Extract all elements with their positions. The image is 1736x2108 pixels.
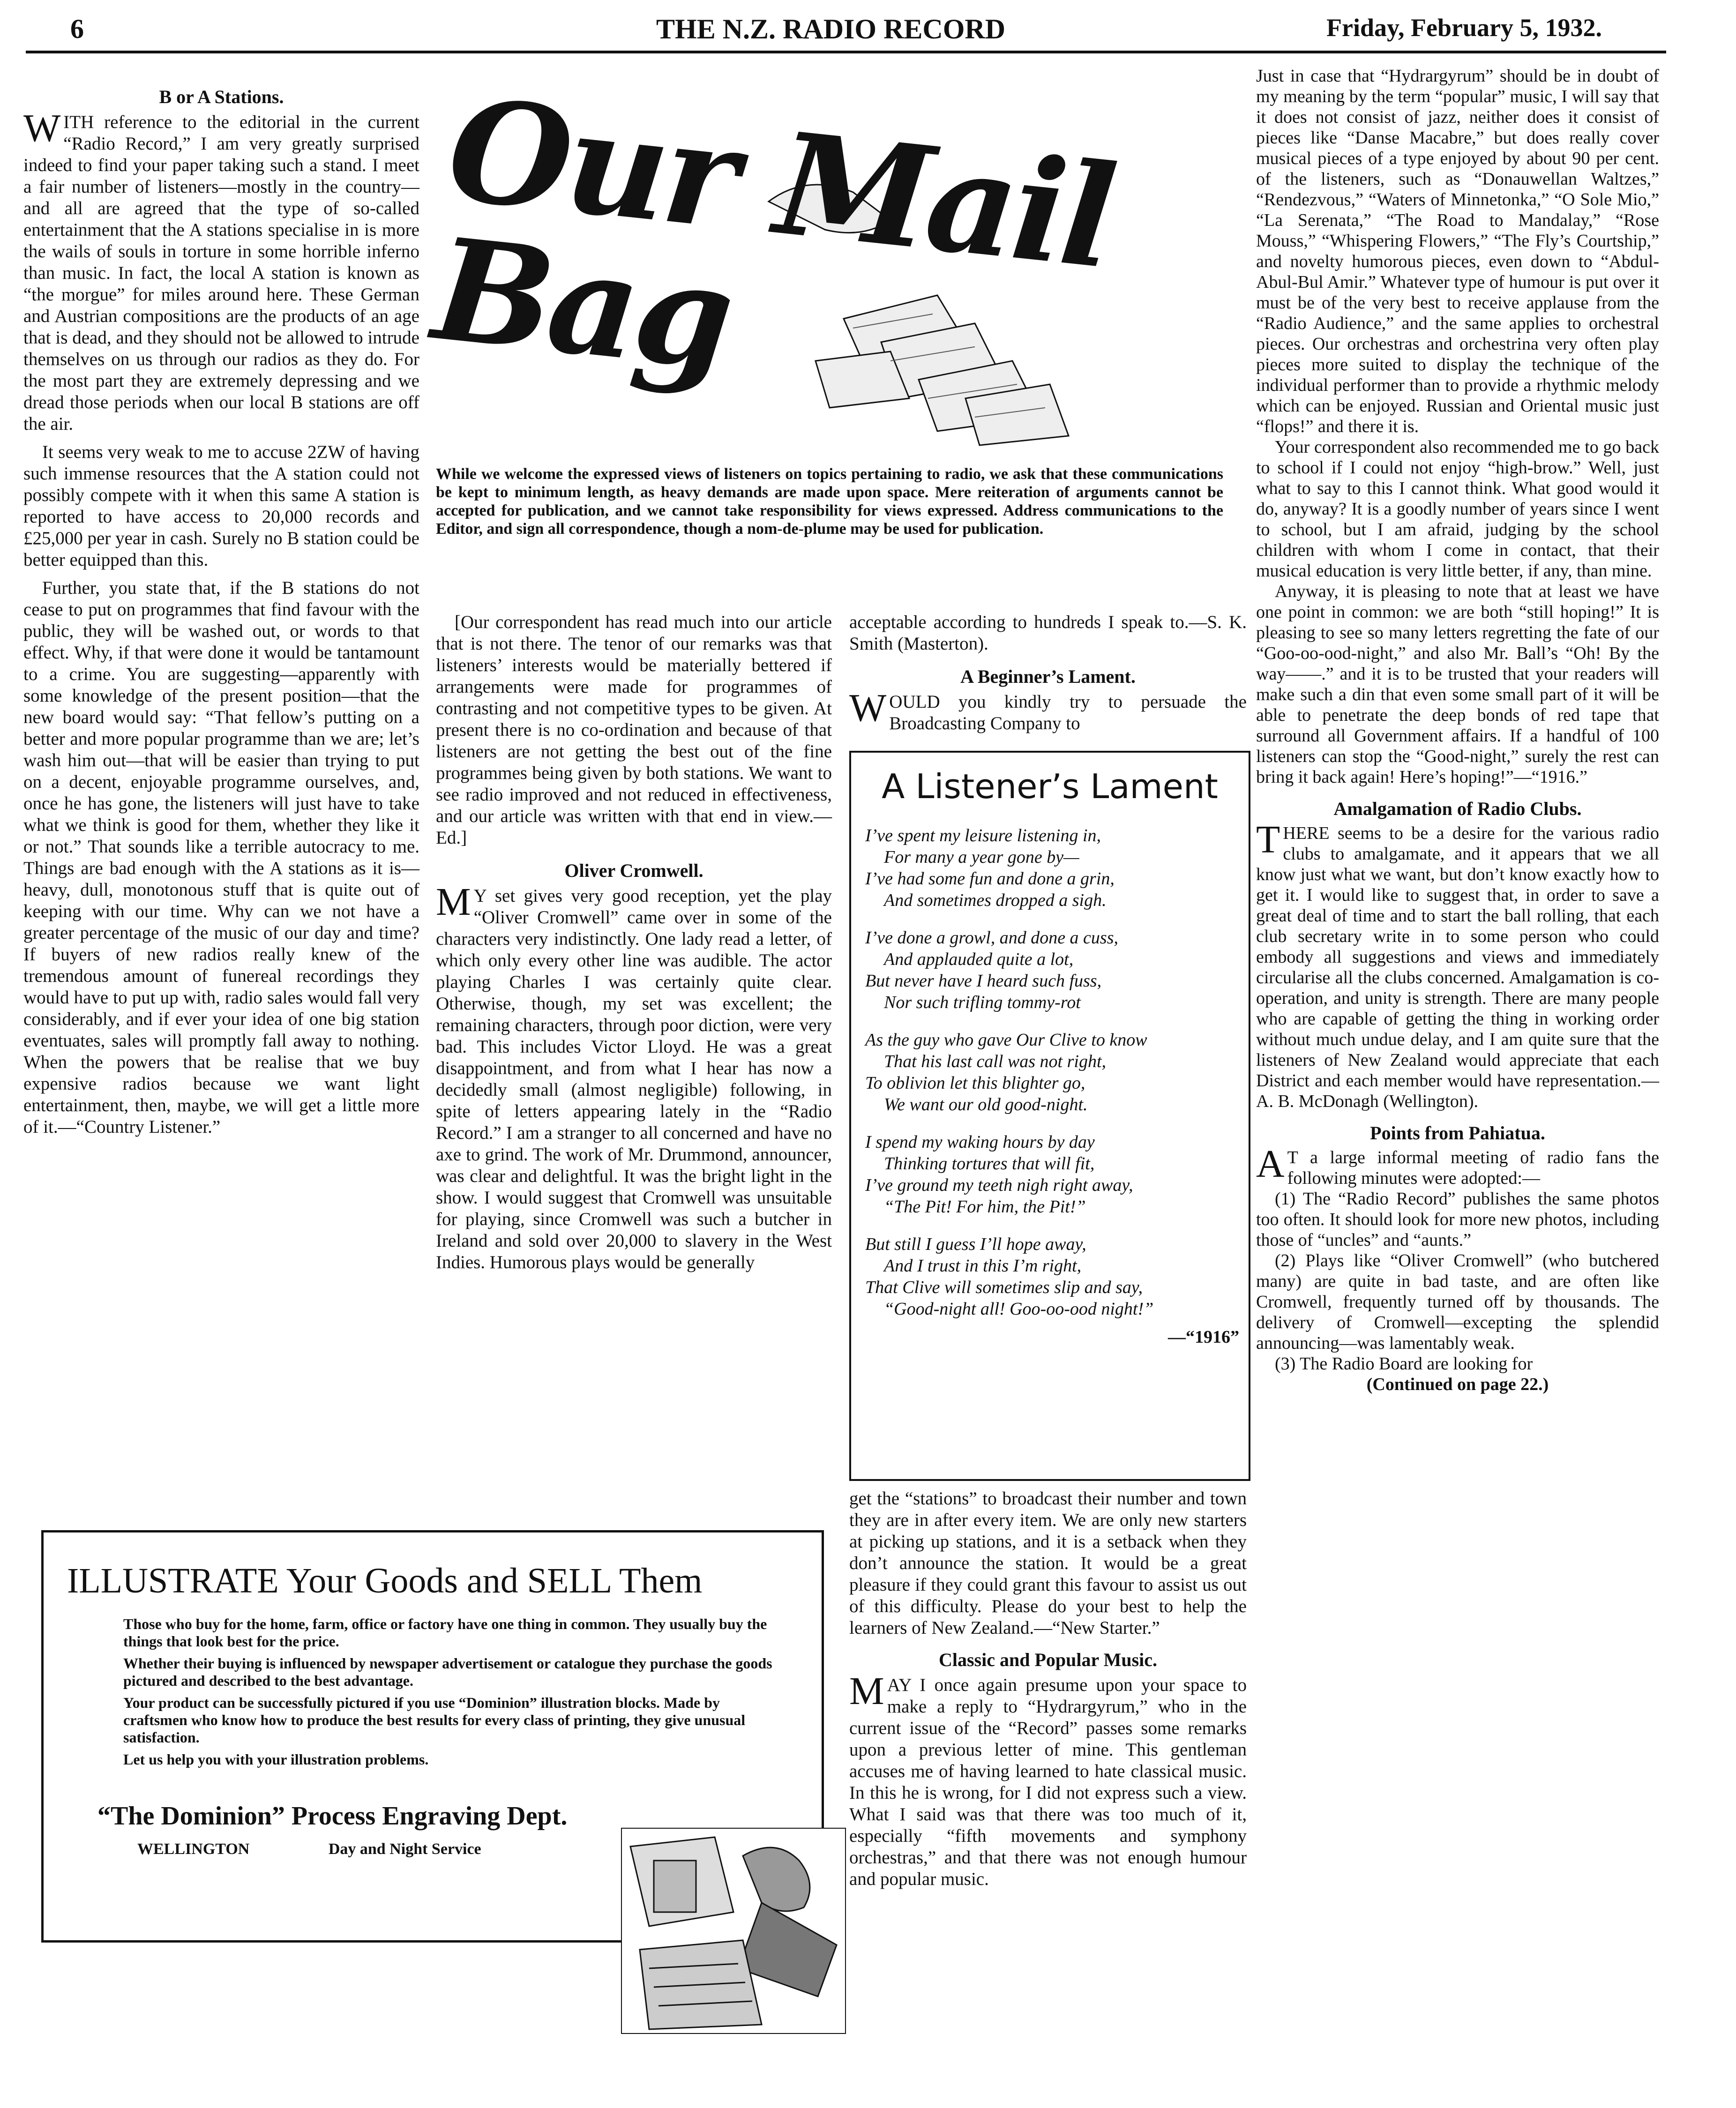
- poem-line: I’ve had some fun and done a grin,: [865, 869, 1115, 889]
- poem-line: That his last call was not right,: [884, 1052, 1107, 1071]
- column-3-bottom: [849, 1488, 1247, 1890]
- heading-amalgamation: Amalgamation of Radio Clubs.: [1333, 798, 1582, 819]
- heading-points-from-pahiatua: Points from Pahiatua.: [1370, 1122, 1545, 1144]
- letter-paragraph: THERE seems to be a desire for the various radio clubs to amalgamate, and it appears that we all know just what we want, but don’t know exactly how to get it. I would like to suggest that, in order to save a great deal of time and to start the ball rolling, that each club secretary write in to some person who could embody all suggestions and views and immediately circularise all the clubs concerned. Amalgamation is co-operation, and unity is strength. There are many people who are capable of getting the thing in working order without much undue delay, and I am quite sure that the listeners of New Zealand would appreciate that each District and each member would have representation.—A. B. McDonagh (Wellington).: [1256, 818, 1659, 1111]
- intro-notice: While we welcome the expressed views of listeners on topics pertaining to radio, we ask that these communications be kept to minimum length, as heavy demands are made upon space. Mere reiteration of arguments cannot be accepted for publication, and we cannot take responsibility for views expressed. Address communications to the Editor, and sign all correspondence, though a nom-de-plume may be used for publication.: [436, 465, 1223, 538]
- poem-line: And sometimes dropped a sigh.: [884, 890, 1107, 910]
- masthead-title: THE N.Z. RADIO RECORD: [656, 14, 1006, 45]
- heading-classic-popular-music: Classic and Popular Music.: [939, 1649, 1157, 1670]
- poem-line: That Clive will sometimes slip and say,: [865, 1278, 1143, 1297]
- letter-paragraph: Just in case that “Hydrargyrum” should be in doubt of my meaning by the term “popular” music, I will say that it does not consist of jazz, neither does it consist of pieces like “Danse Macabre,” but does really cover musical pieces of a type enjoyed by about 90 per cent. of the listeners, such as “Donauwellan Waltzes,” “Rendezvous,” “Waters of Minnetonka,” “O Sole Mio,” “La Serenata,” “The Road to Mandalay,” “Rose Mouss,” “Whispering Flowers,” “The Fly’s Courtship,” and novelty humorous pieces, even down to “Abdul-Abul-Bul Amir.” Whatever type of humour is put over it must be of the very best to receive applause from the “Radio Audience,” and the same applies to orchestral pieces. Our orchestras and orchestrina very often play pieces more suited to display the technique of the individual performer than to provide a rhythmic melody which can be enjoyed. Russian and Oriental music just “flops!” and there it is.: [1256, 66, 1659, 436]
- engraver-illustration: [621, 1828, 846, 2034]
- editor-note: [Our correspondent has read much into our article that is not there. The tenor of our remarks was that listeners’ interests would be materially bettered if arrangements were made for programmes of contrasting and not competitive types to be given. At present there is no co-ordination and because of that listeners are not getting the best out of the fine programmes being given by both stations. We want to see radio improved and not reduced in effectiveness, and our article was written with that end in view.—Ed.]: [436, 612, 832, 848]
- poem-body: [851, 825, 1249, 1348]
- poem-line: “Good-night all! Goo-oo-ood night!”: [884, 1299, 1154, 1319]
- column-1: [23, 80, 419, 1138]
- poem-line: But never have I heard such fuss,: [865, 971, 1102, 991]
- point-item: (3) The Radio Board are looking for: [1275, 1354, 1533, 1374]
- poem-line: As the guy who gave Our Clive to know: [865, 1030, 1147, 1050]
- poem-line: I spend my waking hours by day: [865, 1132, 1095, 1152]
- letter-signoff: acceptable according to hundreds I speak to.—S. K. Smith (Masterton).: [849, 612, 1247, 654]
- column-4: [1256, 66, 1659, 1395]
- poem-line: For many a year gone by—: [884, 847, 1079, 867]
- heading-beginners-lament: A Beginner’s Lament.: [960, 666, 1136, 687]
- letter-paragraph: WOULD you kindly try to persuade the Broadcasting Company to: [849, 686, 1247, 733]
- page-number: 6: [70, 14, 84, 44]
- logo-text: Our Mail Bag: [427, 66, 1119, 402]
- poem-stanza: [865, 1029, 1239, 1115]
- poem-line: And applauded quite a lot,: [884, 949, 1074, 969]
- poem-line: I’ve ground my teeth nigh right away,: [865, 1175, 1133, 1195]
- header-rule: [26, 51, 1666, 53]
- ad-company: “The Dominion” Process Engraving Dept.: [97, 1802, 568, 1831]
- poem-line: We want our old good-night.: [884, 1095, 1088, 1114]
- poem-signature: —“1916”: [1168, 1327, 1239, 1347]
- letter-paragraph: Your correspondent also recommended me to go back to school if I could not enjoy “high-brow.” Well, just what to say to this I cannot think. What good would it do, anyway? It is a goodly number of years since I went to school, but I am afraid, judging by the school children with whom I come in contact, that their musical education is very little better, if any, than mine.: [1256, 437, 1659, 581]
- poem-stanza: [865, 825, 1239, 911]
- ad-title: ILLUSTRATE Your Goods and SELL Them: [67, 1561, 703, 1600]
- poem-line: To oblivion let this blighter go,: [865, 1073, 1085, 1093]
- poem-box: [849, 751, 1250, 1481]
- letter-paragraph: MY set gives very good reception, yet the play “Oliver Cromwell” came over in some of the characters very indistinctly. One lady read a letter, of which only every other line was audible. The actor playing Charles I was certainly quite clear. Otherwise, though, my set was excellent; the remaining characters, through poor diction, were very bad. This includes Victor Lloyd. He was a great disappointment, and from what I hear has now a decidedly small (almost negligible) following, in spite of letters appearing lately in the “Radio Record.” I am a stranger to all concerned and have no axe to grind. The work of Mr. Drummond, announcer, was clear and delightful. It was the bright light in the show. I would suggest that Cromwell was unsuitable for playing, since Cromwell was such a butcher in Ireland and sold over 20,000 to slavery in the West Indies. Humorous plays would be generally: [436, 880, 832, 1272]
- poem-stanza: [865, 1233, 1239, 1320]
- letter-paragraph: Further, you state that, if the B stations do not cease to put on programmes that find favour with the public, they will be washed out, or words to that effect. Why, if that were done it would be tantamount to a crime. You are suggesting—apparently with some knowledge of the present position—that the new board would say: “That fellow’s putting on a better and more popular programme than we are; let’s wash him out—that will be easier than trying to put on a decent, enjoyable programme ourselves, and, once he has gone, the listeners will just have to take what we think is good for them, whether they like it or not.” That sounds like a terrible autocracy to me. Things are bad enough with the A stations as it is—heavy, dull, monotonous stuff that is quite out of keeping with our time. Why can we not have a greater percentage of the music of our day and time? If buyers of new radios really knew of the tremendous amount of funereal recordings they would have to put up with, radio sales would fall very considerably, and if ever your idea of one big station eventuates, sales will promptly fall away to nothing. When the powers that be realise that we buy expensive radios because we want light entertainment, then, maybe, we will get a little more of it.—“Country Listener.”: [23, 578, 419, 1137]
- letter-paragraph: It seems very weak to me to accuse 2ZW of having such immense resources that the A station could not possibly compete with it when this same A station is reported to have access to 20,000 records and £25,000 per year in cash. Surely no B station could be better equipped than this.: [23, 442, 419, 570]
- poem-stanza: [865, 1131, 1239, 1218]
- poem-title: A Listener’s Lament: [882, 767, 1218, 806]
- point-item: (2) Plays like “Oliver Cromwell” (who butchered many) are quite in bad taste, and are often like Cromwell, frequently turned off by thousands. The delivery of Cromwell—excepting the splendid announcing—was lamentably weak.: [1256, 1251, 1659, 1353]
- letter-paragraph: WITH reference to the editorial in the current “Radio Record,” I am very greatly surprised indeed to find your paper taking such a stand. I meet a fair number of listeners—mostly in the country—and all are agreed that the type of so-called entertainment that the A stations specialise in is more the wails of souls in torture in some horrible inferno than music. In fact, the local A station is known as “the morgue” for miles around here. These German and Austrian compositions are the products of an age that is dead, and they should not be allowed to intrude themselves on us through our radios as they do. For the most part they are extremely depressing and we dread those periods when our local B stations are off the air.: [23, 106, 419, 434]
- ad-paragraph: Those who buy for the home, farm, office or factory have one thing in common. They usually buy the things that look best for the price.: [123, 1615, 767, 1650]
- engraver-image: [621, 1828, 846, 2034]
- ad-service: Day and Night Service: [328, 1840, 481, 1858]
- poem-line: I’ve done a growl, and done a cuss,: [865, 928, 1118, 948]
- column-3-top: [849, 612, 1247, 734]
- heading-b-or-a-stations: B or A Stations.: [159, 86, 284, 107]
- letter-paragraph: AT a large informal meeting of radio fans the following minutes were adopted:—: [1256, 1142, 1659, 1188]
- column-2: [436, 612, 832, 1273]
- poem-line: But still I guess I’ll hope away,: [865, 1234, 1086, 1254]
- ad-paragraph: Whether their buying is influenced by newspaper advertisement or catalogue they purchase the goods pictured and described to the best advantage.: [123, 1655, 772, 1689]
- poem-stanza: [865, 927, 1239, 1013]
- poem-line: “The Pit! For him, the Pit!”: [884, 1197, 1086, 1217]
- poem-line: I’ve spent my leisure listening in,: [865, 826, 1101, 845]
- mail-bag-logo: [427, 66, 1219, 455]
- letter-paragraph: get the “stations” to broadcast their number and town they are in after every item. We are only new starters at picking up stations, and it is a setback when they don’t announce the station. It would be a great pleasure if they could grant this favour to assist us out of this difficulty. Please do your best to help the learners of New Zealand.—“New Starter.”: [849, 1488, 1247, 1638]
- ad-city: WELLINGTON: [137, 1840, 250, 1858]
- ad-paragraph: Let us help you with your illustration problems.: [123, 1751, 429, 1768]
- point-item: (1) The “Radio Record” publishes the same photos too often. It should look for more new photos, including those of “uncles” and “aunts.”: [1256, 1189, 1659, 1250]
- ad-paragraph: Your product can be successfully pictured if you use “Dominion” illustration blocks. Made by craftsmen who know how to produce the best results for every class of printing, they give unusual satisfaction.: [123, 1694, 746, 1746]
- letter-paragraph: MAY I once again presume upon your space to make a reply to “Hydrargyrum,” who in the current issue of the “Record” passes some remarks upon a previous letter of mine. This gentleman accuses me of having learned to hate classical music. In this he is wrong, for I did not express such a view. What I said was that there was too much of it, especially “fifth movements and symphony orchestras,” and that there was not enough humour and popular music.: [849, 1669, 1247, 1889]
- poem-line: Thinking tortures that will fit,: [884, 1154, 1095, 1174]
- continued-note: (Continued on page 22.): [1366, 1375, 1549, 1394]
- issue-date: Friday, February 5, 1932.: [1326, 14, 1602, 42]
- letter-paragraph: Anyway, it is pleasing to note that at least we have one point in common: we are both “still hoping!” It is pleasing to see so many letters regretting the fate of our “Goo-oo-ood-night,” and also Mr. Ball’s “Oh! By the way——.” and it is to be trusted that your readers will make such a din that even some small part of it will be able to penetrate the deep bonds of red tape that surround all Government affairs. If a handful of 100 listeners can stop the “Good-night,” surely the rest can bring it back again! Here’s hoping!”—“1916.”: [1256, 582, 1659, 787]
- heading-oliver-cromwell: Oliver Cromwell.: [564, 860, 703, 881]
- poem-line: Nor such trifling tommy-rot: [884, 993, 1081, 1012]
- poem-line: And I trust in this I’m right,: [884, 1256, 1082, 1276]
- ad-body: [123, 1615, 784, 1768]
